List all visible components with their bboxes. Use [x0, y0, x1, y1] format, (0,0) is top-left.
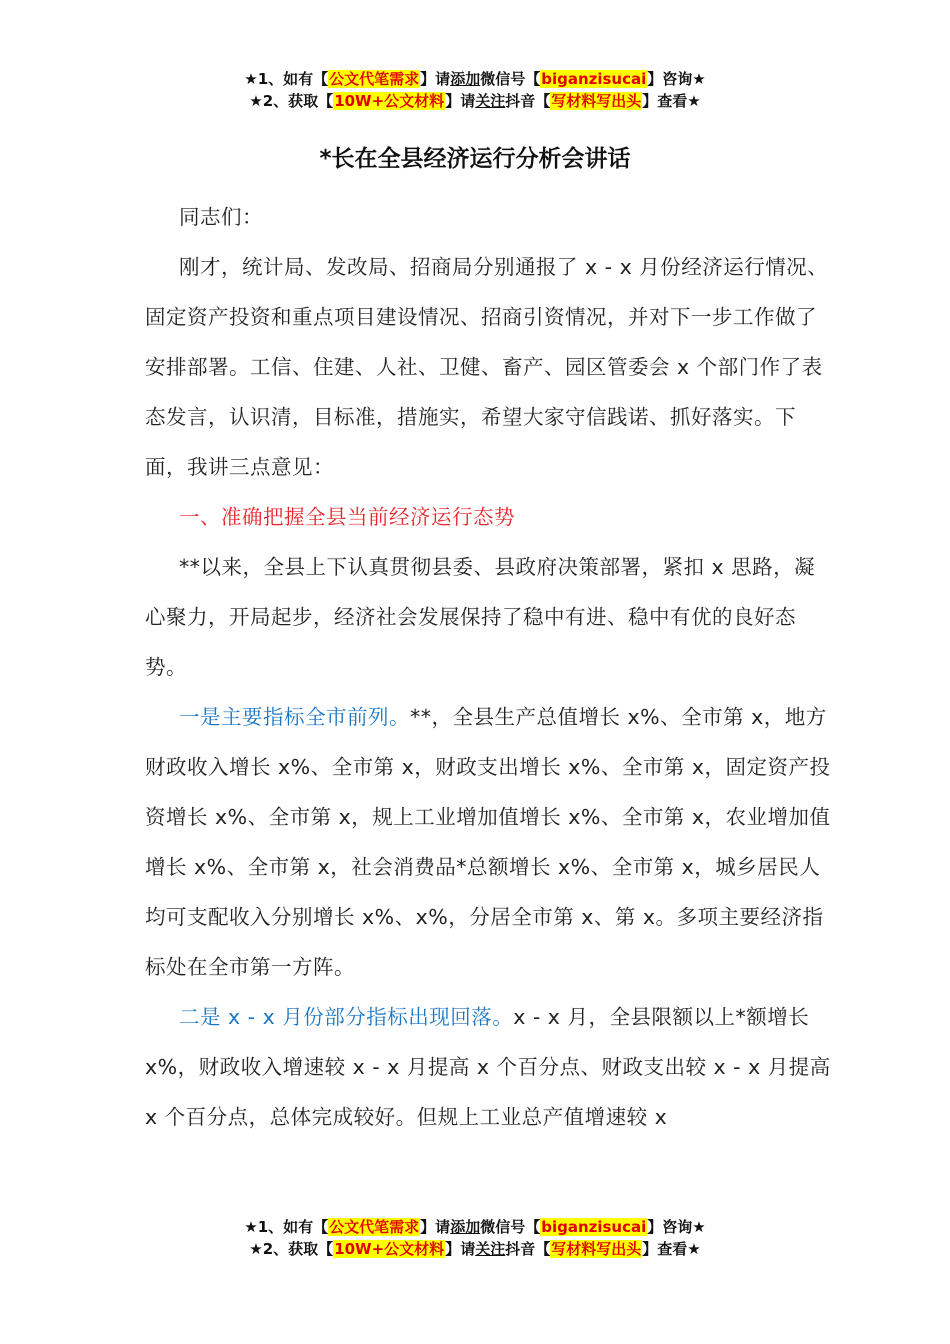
promo-text: ★1、如有【: [244, 70, 329, 88]
promo-text: 】请: [420, 1218, 451, 1236]
highlight-materials: 10W+公文材料: [334, 1240, 445, 1258]
highlight-service: 公文代笔需求: [329, 1218, 420, 1236]
highlight-wechat-id: biganzisucai: [541, 1218, 647, 1236]
promo-text: 】查看★: [642, 1240, 701, 1258]
promo-text: 微信号【: [480, 1218, 541, 1236]
promo-emphasis: 关注: [475, 1240, 506, 1258]
highlight-douyin-account: 写材料写出头: [551, 92, 642, 110]
promo-banner-top: [0, 68, 950, 112]
promo-text: 微信号【: [480, 70, 541, 88]
promo-emphasis: 关注: [475, 92, 506, 110]
point-paragraph-2: [145, 992, 835, 1142]
salutation: 同志们：: [179, 205, 263, 229]
point-text-1: **，全县生产总值增长 x%、全市第 x，地方财政收入增长 x%、全市第 x，财政支出增长 x%、全市第 x，固定资产投资增长 x%、全市第 x，规上工业增加值增长 x%、全市第 x，农业增加值增长 x%、全市第 x，社会消费品*总额增长 x%、全市第 x，城乡居民人均可支配收入分别增长 x%、x%，分居全市第 x、第 x。多项主要经济指标处在全市第一方阵。: [145, 705, 831, 979]
promo-text: 】请: [445, 1240, 476, 1258]
highlight-materials: 10W+公文材料: [334, 92, 445, 110]
promo-text: 抖音【: [505, 92, 551, 110]
highlight-douyin-account: 写材料写出头: [551, 1240, 642, 1258]
intro-paragraph: 刚才，统计局、发改局、招商局分别通报了 x - x 月份经济运行情况、固定资产投资和重点项目建设情况、招商引资情况，并对下一步工作做了安排部署。工信、住建、人社、卫健、畜产、园区管委会 x 个部门作了表态发言，认识清，目标准，措施实，希望大家守信践诺、抓好落实。下面，我讲三点意见：: [145, 255, 829, 479]
promo-emphasis: 添加: [450, 70, 481, 88]
promo-text: ★1、如有【: [244, 1218, 329, 1236]
promo-text: 】查看★: [642, 92, 701, 110]
promo-text: ★2、获取【: [249, 92, 334, 110]
promo-text: 】咨询★: [647, 1218, 706, 1236]
promo-text: 】请: [420, 70, 451, 88]
promo-emphasis: 添加: [450, 1218, 481, 1236]
promo-line-1: [0, 68, 950, 90]
point-paragraph-1: [145, 692, 835, 992]
highlight-wechat-id: biganzisucai: [541, 70, 647, 88]
point-lead-1: 一是主要指标全市前列。: [179, 705, 410, 729]
document-title: *长在全县经济运行分析会讲话: [319, 146, 631, 172]
promo-text: ★2、获取【: [249, 1240, 334, 1258]
section-paragraph-1: **以来，全县上下认真贯彻县委、县政府决策部署，紧扣 x 思路，凝心聚力，开局起步，经济社会发展保持了稳中有进、稳中有优的良好态势。: [145, 555, 816, 679]
document-body: [145, 192, 835, 1142]
promo-line-2: [0, 90, 950, 112]
promo-text: 】请: [445, 92, 476, 110]
promo-banner-bottom: [0, 1216, 950, 1260]
point-text-2: x - x 月，全县限额以上*额增长 x%，财政收入增速较 x - x 月提高 x 个百分点、财政支出较 x - x 月提高 x 个百分点，总体完成较好。但规上工业总产值增速较 x: [145, 1005, 831, 1129]
highlight-service: 公文代笔需求: [329, 70, 420, 88]
point-lead-2: 二是 x - x 月份部分指标出现回落。: [179, 1005, 514, 1029]
promo-line-2: [0, 1238, 950, 1260]
promo-text: 】咨询★: [647, 70, 706, 88]
promo-line-1: [0, 1216, 950, 1238]
promo-text: 抖音【: [505, 1240, 551, 1258]
section-heading-1: 一、准确把握全县当前经济运行态势: [179, 505, 515, 529]
